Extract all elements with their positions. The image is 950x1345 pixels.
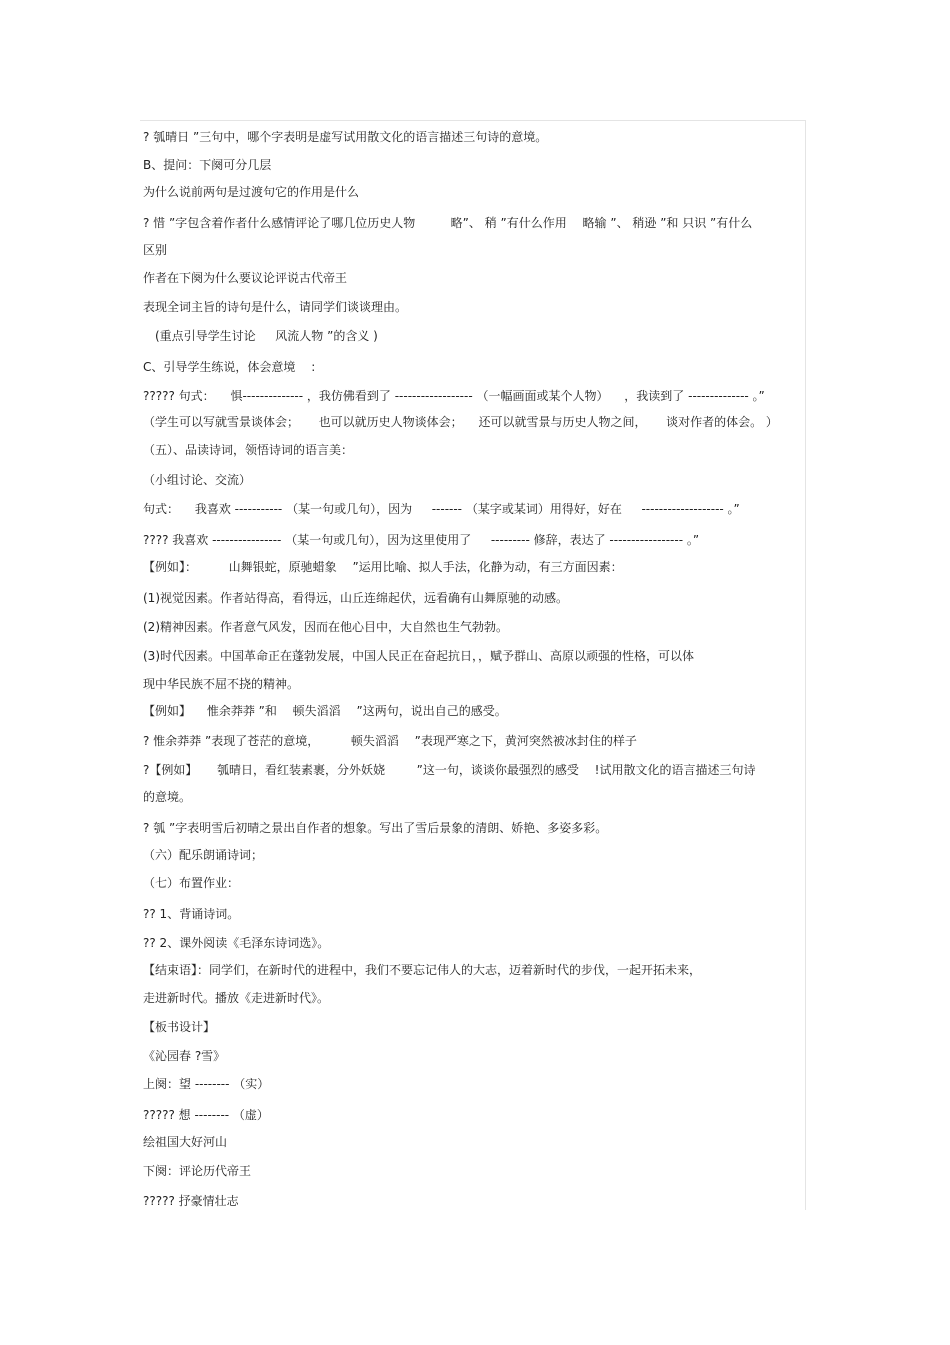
text-line: 【板书设计】 <box>143 1020 216 1034</box>
text-line: 上阕：望 -------- （实） <box>143 1077 270 1091</box>
text-line: （七）布置作业： <box>143 876 240 890</box>
text-line: ????? 抒豪情壮志 <box>143 1194 239 1208</box>
text-line: 区别 <box>143 243 168 257</box>
text-line: 【结束语】：同学们，在新时代的进程中，我们不要忘记伟人的大志，迈着新时代的步伐，一起开拓未来， <box>143 963 702 977</box>
text-line: 为什么说前两句是过渡句它的作用是什么 <box>143 185 360 199</box>
text-line: ????? 想 -------- （虚） <box>143 1108 269 1122</box>
text-line: ? 瓠 ”字表明雪后初晴之景出自作者的想象。写出了雪后景象的清朗、娇艳、多姿多彩。 <box>143 821 608 835</box>
text-line: C、引导学生练说，体会意境 : <box>143 360 316 374</box>
text-line: （六）配乐朗诵诗词； <box>143 848 264 862</box>
text-line: (1)视觉因素。作者站得高，看得远，山丘连绵起伏，远看确有山舞原驰的动感。 <box>143 591 569 605</box>
text-line: ? 惟余莽莽 ”表现了苍茫的意境， 顿失滔滔 ”表现严寒之下，黄河突然被冰封住的样子 <box>143 734 637 748</box>
text-line: ????? 句式： 惧-------------- ，我仿佛看到了 ------------------ （一幅画面或某个人物） ，我读到了 -------------- 。” <box>143 389 765 403</box>
text-line: 下阕：评论历代帝王 <box>143 1164 252 1178</box>
text-line: （五）、品读诗词，领悟诗词的语言美： <box>143 443 354 457</box>
text-line: ???? 我喜欢 ---------------- （某一句或几句），因为这里使用了 --------- 修辞，表达了 ----------------- 。” <box>143 533 700 547</box>
text-line: ? 瓠晴日 ”三句中，哪个字表明是虚写试用散文化的语言描述三句诗的意境。 <box>143 130 548 144</box>
text-line: 作者在下阕为什么要议论评说古代帝王 <box>143 271 348 285</box>
text-line: ?? 1、背诵诗词。 <box>143 907 240 921</box>
text-line: 【例如】： 山舞银蛇，原驰蜡象 ”运用比喻、拟人手法，化静为动，有三方面因素： <box>143 560 623 574</box>
text-line: 现中华民族不屈不挠的精神。 <box>143 677 300 691</box>
text-line: 绘祖国大好河山 <box>143 1135 228 1149</box>
text-line: 句式： 我喜欢 ----------- （某一句或几句），因为 ------- （某字或某词）用得好，好在 ------------------- 。” <box>143 502 740 516</box>
text-line: 走进新时代。播放《走进新时代》。 <box>143 991 330 1005</box>
text-line: 《沁园春 ?雪》 <box>143 1049 226 1063</box>
text-line: ? 惜 ”字包含着作者什么感情评论了哪几位历史人物 略”、 稍 ”有什么作用 略输 ”、 稍逊 ”和 只识 ”有什么 <box>143 216 753 230</box>
text-line: （小组讨论、交流） <box>143 473 252 487</box>
text-line: （学生可以写就雪景谈体会； 也可以就历史人物谈体会； 还可以就雪景与历史人物之间， 谈对作者的体会。 ） <box>143 415 778 429</box>
text-line: ?【例如】 瓠晴日，看红装素裹，分外妖娆 ”这一句，谈谈你最强烈的感受 !试用散文化的语言描述三句诗 <box>143 763 756 777</box>
text-line: ?? 2、课外阅读《毛泽东诗词选》。 <box>143 936 330 950</box>
text-line: (3)时代因素。中国革命正在蓬勃发展，中国人民正在奋起抗日，，赋予群山、高原以顽强的性格，可以体 <box>143 649 695 663</box>
text-line: 【例如】 惟余莽莽 ”和 顿失滔滔 ”这两句，说出自己的感受。 <box>143 704 507 718</box>
text-line: (重点引导学生讨论 风流人物 ”的含义 ) <box>143 329 378 343</box>
text-line: (2)精神因素。作者意气风发，因而在他心目中，大自然也生气勃勃。 <box>143 620 509 634</box>
text-line: B、提问：下阕可分几层 <box>143 158 272 172</box>
text-line: 的意境。 <box>143 790 192 804</box>
text-line: 表现全词主旨的诗句是什么，请同学们谈谈理由。 <box>143 300 408 314</box>
